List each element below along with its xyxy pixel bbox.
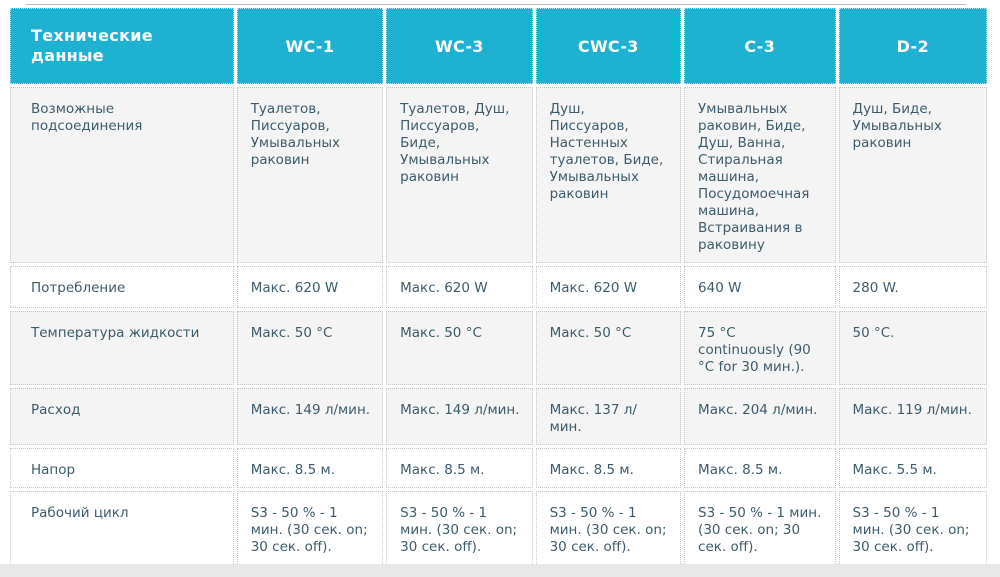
table-cell: 75 °C continuously (90 °C for 30 мин.).: [684, 311, 835, 385]
row-label-duty-cycle: Рабочий цикл: [10, 491, 234, 572]
table-cell: Макс. 149 л/мин.: [386, 388, 532, 445]
table-cell: S3 - 50 % - 1 мин. (30 сек. on; 30 сек. off).: [237, 491, 383, 572]
table-row-duty-cycle: [10, 491, 987, 572]
row-label-connections: Возможные подсоединения: [10, 87, 234, 263]
table-cell: Макс. 50 °C: [237, 311, 383, 385]
table-cell: Макс. 50 °C: [536, 311, 681, 385]
table-cell: S3 - 50 % - 1 мин. (30 сек. on; 30 сек. off).: [386, 491, 532, 572]
row-label-flow-rate: Расход: [10, 388, 234, 445]
header-row: [10, 8, 987, 84]
table-cell: 50 °C.: [839, 311, 987, 385]
table-row-power-consumption: [10, 266, 987, 308]
table-cell: Макс. 620 W: [386, 266, 532, 308]
column-header-d-2: D-2: [839, 8, 987, 84]
table-cell: Макс. 204 л/мин.: [684, 388, 835, 445]
tech-specs-table: [7, 5, 990, 575]
table-cell: Макс. 8.5 м.: [386, 448, 532, 488]
row-label-power-consumption: Потребление: [10, 266, 234, 308]
table-cell: Душ, Писсуаров, Настенных туалетов, Биде, Умывальных раковин: [536, 87, 681, 263]
column-header-c-3: C-3: [684, 8, 835, 84]
table-cell: 640 W: [684, 266, 835, 308]
corner-header-label: Технические данные: [31, 26, 153, 65]
table-cell: Туалетов, Писсуаров, Умывальных раковин: [237, 87, 383, 263]
corner-header: [10, 8, 234, 84]
table-cell: Туалетов, Душ, Писсуаров, Биде, Умывальных раковин: [386, 87, 532, 263]
table-cell: Макс. 620 W: [237, 266, 383, 308]
table-cell: Макс. 137 л/мин.: [536, 388, 681, 445]
table-cell: S3 - 50 % - 1 мин. (30 сек. on; 30 сек. off).: [684, 491, 835, 572]
table-cell: S3 - 50 % - 1 мин. (30 сек. on; 30 сек. off).: [536, 491, 681, 572]
table-cell: Макс. 50 °C: [386, 311, 532, 385]
table-cell: Душ, Биде, Умывальных раковин: [839, 87, 987, 263]
table-row-flow-rate: [10, 388, 987, 445]
table-cell: Макс. 620 W: [536, 266, 681, 308]
table-row-head-pressure: [10, 448, 987, 488]
column-header-cwc-3: CWC-3: [536, 8, 681, 84]
page-bottom-strip: [0, 564, 1000, 577]
column-header-wc-3: WC-3: [386, 8, 532, 84]
table-cell: Макс. 8.5 м.: [237, 448, 383, 488]
table-cell: Макс. 8.5 м.: [536, 448, 681, 488]
table-cell: Умывальных раковин, Биде, Душ, Ванна, Стиральная машина, Посудомоечная машина, Встраивания в раковину: [684, 87, 835, 263]
table-cell: S3 - 50 % - 1 мин. (30 сек. on; 30 сек. off).: [839, 491, 987, 572]
table-cell: Макс. 5.5 м.: [839, 448, 987, 488]
table-cell: Макс. 8.5 м.: [684, 448, 835, 488]
row-label-liquid-temperature: Температура жидкости: [10, 311, 234, 385]
table-cell: 280 W.: [839, 266, 987, 308]
table-row-connections: [10, 87, 987, 263]
table-row-liquid-temperature: [10, 311, 987, 385]
table-cell: Макс. 119 л/мин.: [839, 388, 987, 445]
column-header-wc-1: WC-1: [237, 8, 383, 84]
row-label-head-pressure: Напор: [10, 448, 234, 488]
table-cell: Макс. 149 л/мин.: [237, 388, 383, 445]
